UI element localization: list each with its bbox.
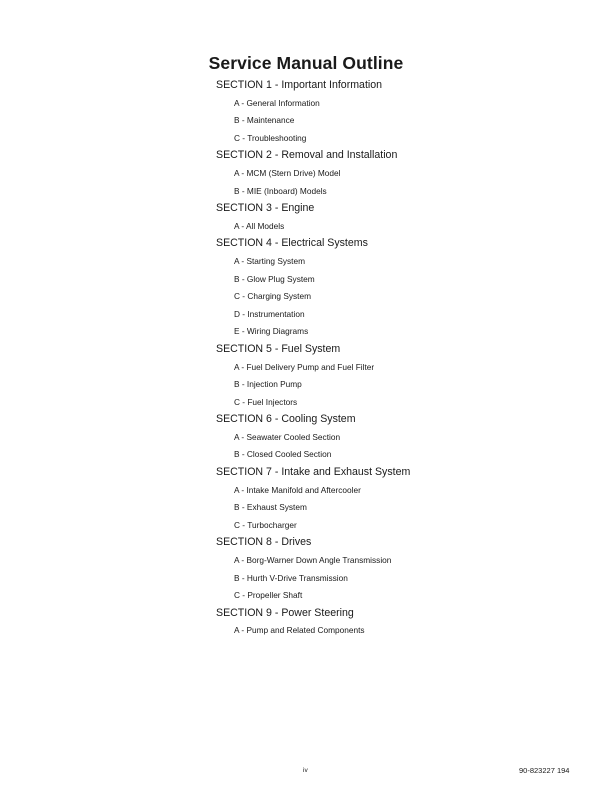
subsection-item: A - All Models bbox=[234, 220, 285, 231]
section-2 bbox=[216, 147, 596, 200]
section-8 bbox=[216, 534, 596, 604]
subsection-item: E - Wiring Diagrams bbox=[234, 326, 309, 337]
section-heading: SECTION 3 - Engine bbox=[216, 202, 315, 215]
subsection-item: C - Turbocharger bbox=[234, 519, 297, 530]
subsection-item: B - Glow Plug System bbox=[234, 273, 315, 284]
subsection-item: B - MIE (Inboard) Models bbox=[234, 185, 327, 196]
subsection-item: C - Charging System bbox=[234, 291, 312, 302]
section-heading: SECTION 8 - Drives bbox=[216, 536, 312, 549]
section-heading: SECTION 1 - Important Information bbox=[216, 79, 383, 91]
subsection-item: A - General Information bbox=[234, 97, 320, 108]
subsection-item: A - Fuel Delivery Pump and Fuel Filter bbox=[234, 361, 375, 372]
subsection-item: A - Pump and Related Components bbox=[234, 625, 365, 636]
subsection-item: B - Maintenance bbox=[234, 115, 295, 126]
subsection-item: B - Hurth V-Drive Transmission bbox=[234, 572, 348, 583]
subsection-item: A - Seawater Cooled Section bbox=[234, 431, 341, 442]
section-1 bbox=[216, 77, 596, 147]
section-3 bbox=[216, 200, 596, 235]
outline-list bbox=[216, 77, 596, 640]
section-heading: SECTION 4 - Electrical Systems bbox=[216, 237, 368, 250]
subsection-item: C - Propeller Shaft bbox=[234, 590, 303, 601]
section-9 bbox=[216, 605, 596, 640]
section-heading: SECTION 5 - Fuel System bbox=[216, 342, 341, 355]
document-number: 90-823227 194 bbox=[519, 766, 570, 775]
subsection-item: B - Exhaust System bbox=[234, 502, 307, 513]
page-title: Service Manual Outline bbox=[208, 53, 404, 73]
section-6 bbox=[216, 411, 596, 464]
subsection-item: B - Injection Pump bbox=[234, 379, 302, 390]
subsection-item: B - Closed Cooled Section bbox=[234, 449, 332, 460]
subsection-item: A - Intake Manifold and Aftercooler bbox=[234, 484, 361, 495]
subsection-item: C - Troubleshooting bbox=[234, 132, 307, 143]
section-4 bbox=[216, 235, 596, 341]
section-heading: SECTION 9 - Power Steering bbox=[216, 606, 354, 619]
section-5 bbox=[216, 341, 596, 411]
section-heading: SECTION 2 - Removal and Installation bbox=[216, 149, 398, 162]
page-number: iv bbox=[303, 767, 308, 774]
subsection-item: C - Fuel Injectors bbox=[234, 396, 298, 407]
subsection-item: A - Borg-Warner Down Angle Transmission bbox=[234, 555, 392, 566]
section-heading: SECTION 7 - Intake and Exhaust System bbox=[216, 466, 411, 479]
subsection-item: A - MCM (Stern Drive) Model bbox=[234, 167, 341, 178]
section-heading: SECTION 6 - Cooling System bbox=[216, 413, 356, 426]
section-7 bbox=[216, 464, 596, 534]
subsection-item: A - Starting System bbox=[234, 255, 306, 266]
subsection-item: D - Instrumentation bbox=[234, 308, 305, 319]
